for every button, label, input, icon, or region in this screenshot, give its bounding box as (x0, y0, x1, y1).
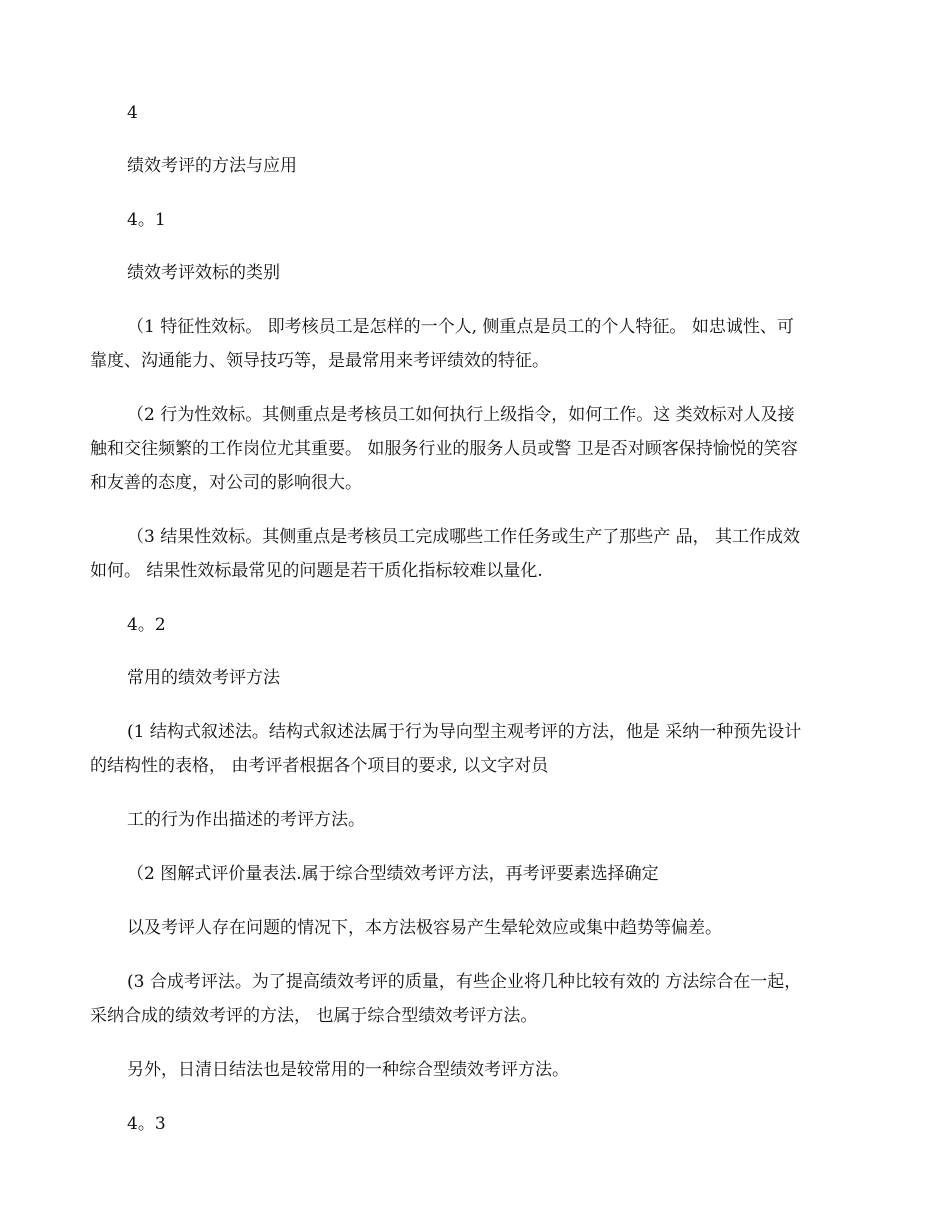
paragraph-line: （3 结果性效标。其侧重点是考核员工完成哪些工作任务或生产了那些产 品， 其工作成效 (127, 527, 801, 547)
paragraph-line: 和友善的态度，对公司的影响很大。 (90, 473, 362, 493)
paragraph-line: 工的行为作出描述的考评方法。 (127, 810, 365, 830)
paragraph-line: 靠度、沟通能力、领导技巧等，是最常用来考评绩效的特征。 (90, 351, 549, 371)
subsection-title: 常用的绩效考评方法 (127, 668, 280, 688)
paragraph-line: (1 结构式叙述法。结构式叙述法属于行为导向型主观考评的方法，他是 采纳一种预先设计 (127, 722, 802, 742)
subsection-title: 绩效考评效标的类别 (127, 263, 280, 283)
paragraph-line: 的结构性的表格， 由考评者根据各个项目的要求, 以文字对员 (90, 756, 549, 776)
paragraph-line: （1 特征性效标。 即考核员工是怎样的一个人, 侧重点是员工的个人特征。 如忠诚性、可 (127, 317, 794, 337)
paragraph-line: (3 合成考评法。为了提高绩效考评的质量，有些企业将几种比较有效的 方法综合在一起， (127, 972, 802, 992)
subsection-number: 4。1 (127, 210, 166, 230)
subsection-number: 4。3 (127, 1114, 166, 1134)
section-title: 绩效考评的方法与应用 (127, 156, 297, 176)
subsection-number: 4。2 (127, 615, 166, 635)
paragraph-line: （2 图解式评价量表法.属于综合型绩效考评方法，再考评要素选择确定 (127, 864, 659, 884)
paragraph-line: 另外，日清日结法也是较常用的一种综合型绩效考评方法。 (127, 1060, 569, 1080)
paragraph-line: 采纳合成的绩效考评的方法， 也属于综合型绩效考评方法。 (90, 1006, 538, 1026)
section-number: 4 (127, 103, 138, 123)
paragraph-line: （2 行为性效标。其侧重点是考核员工如何执行上级指令，如何工作。这 类效标对人及接 (127, 405, 795, 425)
paragraph-line: 触和交往频繁的工作岗位尤其重要。 如服务行业的服务人员或警 卫是否对顾客保持愉悦的笑容 (90, 439, 798, 459)
paragraph-line: 如何。 结果性效标最常见的问题是若干质化指标较难以量化. (90, 561, 543, 581)
paragraph-line: 以及考评人存在问题的情况下，本方法极容易产生晕轮效应或集中趋势等偏差。 (127, 918, 722, 938)
